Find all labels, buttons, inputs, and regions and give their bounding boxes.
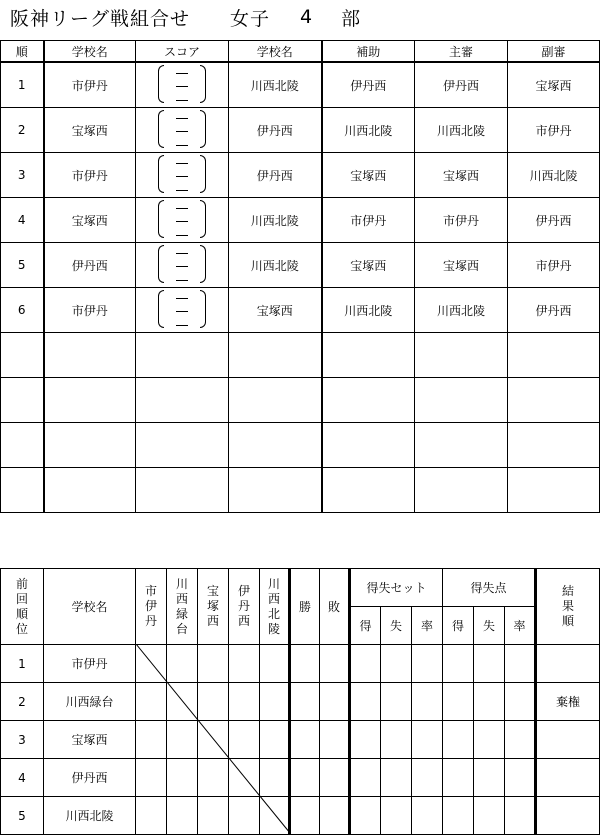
match-result-cell bbox=[198, 797, 229, 835]
set-gain-cell bbox=[350, 683, 381, 721]
rank-cell: 4 bbox=[1, 759, 44, 797]
result-cell bbox=[536, 645, 600, 683]
rank-cell: 2 bbox=[1, 683, 44, 721]
point-rate-cell bbox=[505, 759, 536, 797]
schedule-table bbox=[0, 40, 600, 513]
point-gain-cell bbox=[443, 645, 474, 683]
score-dash bbox=[176, 325, 188, 326]
set-gain-cell bbox=[350, 645, 381, 683]
score-cell bbox=[136, 333, 229, 378]
school-header: 学校名 bbox=[44, 569, 136, 645]
away-school-cell: 伊丹西 bbox=[229, 108, 322, 153]
opponent-header-text: 川西緑台 bbox=[176, 576, 189, 636]
result-cell bbox=[536, 721, 600, 759]
score-bracket bbox=[156, 244, 208, 284]
school-cell: 宝塚西 bbox=[44, 721, 136, 759]
home-school-cell: 伊丹西 bbox=[44, 243, 136, 288]
school-cell: 伊丹西 bbox=[44, 759, 136, 797]
left-bracket bbox=[158, 290, 164, 328]
opponent-header-4 bbox=[260, 569, 290, 645]
order-cell: 1 bbox=[1, 62, 44, 108]
schedule-header-row bbox=[1, 41, 600, 63]
order-cell bbox=[1, 468, 44, 513]
assist-cell bbox=[322, 333, 415, 378]
away-school-cell bbox=[229, 423, 322, 468]
match-result-cell bbox=[260, 721, 290, 759]
title-text: 阪神リーグ戦組合せ bbox=[10, 7, 191, 30]
right-bracket bbox=[200, 65, 206, 103]
col-score: スコア bbox=[136, 41, 229, 63]
score-dash bbox=[176, 145, 188, 146]
away-school-cell: 伊丹西 bbox=[229, 153, 322, 198]
deputy-referee-cell: 市伊丹 bbox=[508, 243, 600, 288]
point-rate-cell bbox=[505, 721, 536, 759]
match-result-cell bbox=[229, 645, 260, 683]
opponent-header-text: 川西北陵 bbox=[268, 576, 281, 636]
match-result-cell bbox=[229, 721, 260, 759]
standings-row bbox=[1, 759, 600, 797]
set-header: 得失セット bbox=[350, 569, 443, 607]
score-bracket bbox=[156, 199, 208, 239]
set-loss-cell bbox=[381, 759, 412, 797]
match-result-cell bbox=[198, 721, 229, 759]
away-school-cell: 川西北陵 bbox=[229, 243, 322, 288]
order-cell: 2 bbox=[1, 108, 44, 153]
schedule-row bbox=[1, 378, 600, 423]
loss-header: 敗 bbox=[320, 569, 350, 645]
match-result-cell bbox=[229, 759, 260, 797]
score-dash bbox=[176, 266, 188, 267]
match-result-cell bbox=[167, 645, 198, 683]
deputy-referee-cell: 伊丹西 bbox=[508, 288, 600, 333]
match-result-cell bbox=[167, 797, 198, 835]
home-school-cell bbox=[44, 378, 136, 423]
score-dash bbox=[176, 131, 188, 132]
set-gain-cell bbox=[350, 721, 381, 759]
opponent-header-3 bbox=[229, 569, 260, 645]
match-result-cell bbox=[229, 797, 260, 835]
right-bracket bbox=[200, 155, 206, 193]
win-cell bbox=[290, 721, 320, 759]
chief-referee-cell: 川西北陵 bbox=[415, 108, 508, 153]
score-dash bbox=[176, 163, 188, 164]
school-cell: 川西北陵 bbox=[44, 797, 136, 835]
left-bracket bbox=[158, 155, 164, 193]
deputy-referee-cell bbox=[508, 468, 600, 513]
set-loss-header: 失 bbox=[381, 607, 412, 645]
col-deputy-referee: 副審 bbox=[508, 41, 600, 63]
deputy-referee-cell: 市伊丹 bbox=[508, 108, 600, 153]
match-result-cell bbox=[198, 683, 229, 721]
schedule-row bbox=[1, 288, 600, 333]
opponent-header-text: 伊丹西 bbox=[238, 584, 251, 628]
score-dash bbox=[176, 86, 188, 87]
assist-cell bbox=[322, 378, 415, 423]
match-result-cell bbox=[136, 683, 167, 721]
score-dash bbox=[176, 298, 188, 299]
left-bracket bbox=[158, 245, 164, 283]
assist-cell: 市伊丹 bbox=[322, 198, 415, 243]
score-cell bbox=[136, 108, 229, 153]
col-school-away: 学校名 bbox=[229, 41, 322, 63]
deputy-referee-cell: 伊丹西 bbox=[508, 198, 600, 243]
set-loss-cell bbox=[381, 645, 412, 683]
deputy-referee-cell bbox=[508, 423, 600, 468]
point-gain-header: 得 bbox=[443, 607, 474, 645]
match-result-cell bbox=[136, 721, 167, 759]
set-gain-cell bbox=[350, 759, 381, 797]
result-cell: 棄権 bbox=[536, 683, 600, 721]
page-title bbox=[10, 3, 361, 31]
set-rate-cell bbox=[412, 645, 443, 683]
opponent-header-text: 宝塚西 bbox=[207, 584, 220, 628]
match-result-cell bbox=[229, 683, 260, 721]
chief-referee-cell: 伊丹西 bbox=[415, 62, 508, 108]
col-chief-referee: 主審 bbox=[415, 41, 508, 63]
opponent-header-1 bbox=[167, 569, 198, 645]
chief-referee-cell bbox=[415, 423, 508, 468]
order-cell bbox=[1, 333, 44, 378]
schedule-row bbox=[1, 108, 600, 153]
point-gain-cell bbox=[443, 683, 474, 721]
rank-cell: 1 bbox=[1, 645, 44, 683]
standings-row bbox=[1, 645, 600, 683]
home-school-cell: 市伊丹 bbox=[44, 288, 136, 333]
away-school-cell bbox=[229, 378, 322, 423]
match-result-cell bbox=[260, 759, 290, 797]
division-number: 4 bbox=[300, 6, 314, 28]
point-rate-cell bbox=[505, 797, 536, 835]
point-header: 得失点 bbox=[443, 569, 536, 607]
deputy-referee-cell: 宝塚西 bbox=[508, 62, 600, 108]
win-cell bbox=[290, 797, 320, 835]
point-rate-cell bbox=[505, 645, 536, 683]
score-cell bbox=[136, 153, 229, 198]
set-gain-header: 得 bbox=[350, 607, 381, 645]
schedule-row bbox=[1, 198, 600, 243]
set-rate-cell bbox=[412, 797, 443, 835]
match-result-cell bbox=[167, 759, 198, 797]
set-loss-cell bbox=[381, 721, 412, 759]
match-result-cell bbox=[260, 683, 290, 721]
schedule-row bbox=[1, 333, 600, 378]
assist-cell: 川西北陵 bbox=[322, 288, 415, 333]
home-school-cell bbox=[44, 468, 136, 513]
col-order: 順 bbox=[1, 41, 44, 63]
point-loss-cell bbox=[474, 721, 505, 759]
score-dash bbox=[176, 176, 188, 177]
assist-cell: 川西北陵 bbox=[322, 108, 415, 153]
score-cell bbox=[136, 288, 229, 333]
set-loss-cell bbox=[381, 797, 412, 835]
point-gain-cell bbox=[443, 797, 474, 835]
loss-cell bbox=[320, 645, 350, 683]
win-cell bbox=[290, 759, 320, 797]
school-cell: 川西緑台 bbox=[44, 683, 136, 721]
order-cell bbox=[1, 378, 44, 423]
opponent-header-text: 市伊丹 bbox=[145, 584, 158, 628]
chief-referee-cell: 川西北陵 bbox=[415, 288, 508, 333]
loss-cell bbox=[320, 759, 350, 797]
home-school-cell bbox=[44, 333, 136, 378]
score-dash bbox=[176, 100, 188, 101]
rank-header-text: 前回順位 bbox=[16, 576, 29, 636]
score-bracket bbox=[156, 109, 208, 149]
point-loss-cell bbox=[474, 759, 505, 797]
assist-cell: 伊丹西 bbox=[322, 62, 415, 108]
right-bracket bbox=[200, 200, 206, 238]
match-result-cell bbox=[260, 645, 290, 683]
order-cell: 4 bbox=[1, 198, 44, 243]
loss-cell bbox=[320, 721, 350, 759]
away-school-cell bbox=[229, 333, 322, 378]
chief-referee-cell: 宝塚西 bbox=[415, 243, 508, 288]
score-dash bbox=[176, 118, 188, 119]
col-school-home: 学校名 bbox=[44, 41, 136, 63]
score-bracket bbox=[156, 154, 208, 194]
set-rate-cell bbox=[412, 721, 443, 759]
score-dash bbox=[176, 253, 188, 254]
match-result-cell bbox=[167, 721, 198, 759]
score-bracket bbox=[156, 289, 208, 329]
schedule-row bbox=[1, 468, 600, 513]
rank-cell: 3 bbox=[1, 721, 44, 759]
away-school-cell bbox=[229, 468, 322, 513]
category-text: 女子 bbox=[230, 7, 271, 30]
home-school-cell: 市伊丹 bbox=[44, 153, 136, 198]
chief-referee-cell bbox=[415, 468, 508, 513]
right-bracket bbox=[200, 245, 206, 283]
standings-header-row-1 bbox=[1, 569, 600, 607]
home-school-cell bbox=[44, 423, 136, 468]
deputy-referee-cell bbox=[508, 378, 600, 423]
score-dash bbox=[176, 280, 188, 281]
set-loss-cell bbox=[381, 683, 412, 721]
match-result-cell bbox=[136, 759, 167, 797]
score-cell bbox=[136, 243, 229, 288]
result-cell bbox=[536, 797, 600, 835]
home-school-cell: 市伊丹 bbox=[44, 62, 136, 108]
order-cell: 6 bbox=[1, 288, 44, 333]
point-loss-cell bbox=[474, 683, 505, 721]
chief-referee-cell: 宝塚西 bbox=[415, 153, 508, 198]
col-assist: 補助 bbox=[322, 41, 415, 63]
win-cell bbox=[290, 645, 320, 683]
away-school-cell: 川西北陵 bbox=[229, 198, 322, 243]
point-loss-cell bbox=[474, 645, 505, 683]
division-label: 部 bbox=[341, 7, 362, 30]
set-gain-cell bbox=[350, 797, 381, 835]
score-cell bbox=[136, 62, 229, 108]
win-header: 勝 bbox=[290, 569, 320, 645]
match-result-cell bbox=[260, 797, 290, 835]
order-cell: 3 bbox=[1, 153, 44, 198]
result-header-text: 結果順 bbox=[562, 584, 575, 628]
opponent-header-0 bbox=[136, 569, 167, 645]
score-dash bbox=[176, 221, 188, 222]
opponent-header-2 bbox=[198, 569, 229, 645]
order-cell: 5 bbox=[1, 243, 44, 288]
standings-row bbox=[1, 683, 600, 721]
point-rate-header: 率 bbox=[505, 607, 536, 645]
match-result-cell bbox=[136, 645, 167, 683]
right-bracket bbox=[200, 110, 206, 148]
assist-cell: 宝塚西 bbox=[322, 153, 415, 198]
assist-cell bbox=[322, 468, 415, 513]
right-bracket bbox=[200, 290, 206, 328]
set-rate-cell bbox=[412, 759, 443, 797]
order-cell bbox=[1, 423, 44, 468]
match-result-cell bbox=[198, 759, 229, 797]
point-rate-cell bbox=[505, 683, 536, 721]
rank-cell: 5 bbox=[1, 797, 44, 835]
point-loss-header: 失 bbox=[474, 607, 505, 645]
score-dash bbox=[176, 190, 188, 191]
score-cell bbox=[136, 198, 229, 243]
schedule-row bbox=[1, 153, 600, 198]
score-cell bbox=[136, 378, 229, 423]
result-cell bbox=[536, 759, 600, 797]
standings-table bbox=[0, 568, 600, 835]
point-gain-cell bbox=[443, 759, 474, 797]
deputy-referee-cell bbox=[508, 333, 600, 378]
score-cell bbox=[136, 468, 229, 513]
score-dash bbox=[176, 73, 188, 74]
score-dash bbox=[176, 235, 188, 236]
rank-header bbox=[1, 569, 44, 645]
score-dash bbox=[176, 208, 188, 209]
win-cell bbox=[290, 683, 320, 721]
chief-referee-cell: 市伊丹 bbox=[415, 198, 508, 243]
score-cell bbox=[136, 423, 229, 468]
set-rate-header: 率 bbox=[412, 607, 443, 645]
loss-cell bbox=[320, 683, 350, 721]
result-header bbox=[536, 569, 600, 645]
left-bracket bbox=[158, 65, 164, 103]
standings-row bbox=[1, 797, 600, 835]
point-loss-cell bbox=[474, 797, 505, 835]
left-bracket bbox=[158, 200, 164, 238]
match-result-cell bbox=[198, 645, 229, 683]
left-bracket bbox=[158, 110, 164, 148]
away-school-cell: 宝塚西 bbox=[229, 288, 322, 333]
schedule-row bbox=[1, 62, 600, 108]
away-school-cell: 川西北陵 bbox=[229, 62, 322, 108]
score-bracket bbox=[156, 64, 208, 104]
loss-cell bbox=[320, 797, 350, 835]
point-gain-cell bbox=[443, 721, 474, 759]
assist-cell: 宝塚西 bbox=[322, 243, 415, 288]
schedule-row bbox=[1, 243, 600, 288]
chief-referee-cell bbox=[415, 333, 508, 378]
home-school-cell: 宝塚西 bbox=[44, 198, 136, 243]
chief-referee-cell bbox=[415, 378, 508, 423]
match-result-cell bbox=[167, 683, 198, 721]
standings-row bbox=[1, 721, 600, 759]
deputy-referee-cell: 川西北陵 bbox=[508, 153, 600, 198]
home-school-cell: 宝塚西 bbox=[44, 108, 136, 153]
assist-cell bbox=[322, 423, 415, 468]
score-dash bbox=[176, 311, 188, 312]
match-result-cell bbox=[136, 797, 167, 835]
set-rate-cell bbox=[412, 683, 443, 721]
school-cell: 市伊丹 bbox=[44, 645, 136, 683]
schedule-row bbox=[1, 423, 600, 468]
